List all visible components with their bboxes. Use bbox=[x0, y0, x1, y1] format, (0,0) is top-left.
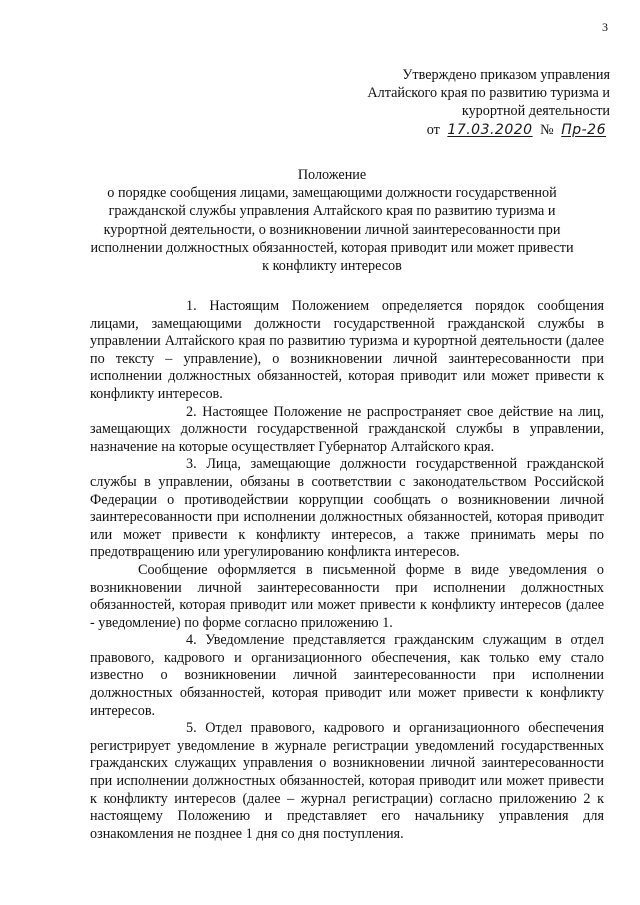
paragraph-number: 1. bbox=[186, 298, 197, 314]
paragraph-number: 4. bbox=[186, 632, 197, 649]
paragraph-number: 3. bbox=[186, 456, 197, 473]
paragraph-text: Настоящее Положение не распространяет свое действие на лиц, замещающих должности государственной гражданской службы в управлении, назначение на которые осуществляет Губернатор Алтайского края. bbox=[90, 403, 605, 455]
approval-line-2: Алтайского края по развитию туризма и bbox=[367, 85, 610, 101]
page-number: 3 bbox=[602, 20, 608, 34]
approval-line-1: Утверждено приказом управления bbox=[402, 67, 610, 83]
paragraph bbox=[90, 404, 604, 457]
handwritten-order-number: Пр-26 bbox=[561, 122, 606, 138]
paragraph-text: Лица, замещающие должности государственной гражданской службы в управлении, обязаны в соответствии с законодательством Российской Федерации о противодействии коррупции сообщать о возникновении личной заинтересованности при исполнении должностных обязанностей, которая приводит или может привести к конфликту интересов, а также принимать меры по предотвращению или урегулированию конфликта интересов. bbox=[90, 456, 604, 561]
paragraph-number: 5. bbox=[186, 720, 197, 737]
paragraph bbox=[90, 720, 604, 843]
paragraph bbox=[90, 456, 604, 562]
approval-stamp bbox=[310, 66, 610, 139]
paragraph-text: Настоящим Положением определяется порядок сообщения лицами, замещающими должности государственной гражданской службы в управлении Алтайского края по развитию туризма и курортной деятельности (далее по тексту – управление), о возникновении личной заинтересованности при исполнении должностных обязанностей, которая приводит или может привести к конфликту интересов. bbox=[90, 298, 604, 402]
handwritten-date: 17.03.2020 bbox=[447, 122, 533, 138]
approval-line-3: курортной деятельности bbox=[461, 103, 610, 119]
title-subtitle: о порядке сообщения лицами, замещающими должности государственной гражданской службы управления Алтайского края по развитию туризма и курортной деятельности, о возникновении личной заинтересованности при исполнении должностных обязанностей, которая приводит или может привести к конфликту интересов bbox=[90, 185, 574, 275]
paragraph-text: Сообщение оформляется в письменной форме в виде уведомления о возникновении личной заинтересованности при исполнении должностных обязанностей, которая приводит или может привести к конфликту интересов (далее - уведомление) по форме согласно приложению 1. bbox=[90, 561, 604, 631]
paragraph bbox=[90, 298, 604, 404]
paragraph bbox=[90, 562, 604, 632]
paragraph-number: 2. bbox=[186, 403, 197, 420]
title-heading: Положение bbox=[297, 167, 367, 183]
approval-date-line bbox=[310, 121, 610, 139]
document-body bbox=[90, 298, 604, 843]
paragraph bbox=[90, 632, 604, 720]
paragraph-text: Отдел правового, кадрового и организационного обеспечения регистрирует уведомление в журнале регистрации уведомлений государственных гражданских служащих управления о возникновении личной заинтересованности при исполнении должностных обязанностей, которая приводит или может привести к конфликту интересов (далее – журнал регистрации) согласно приложению 2 к настоящему Положению и представляет его начальнику управления для ознакомления не позднее 1 дня со дня поступления. bbox=[90, 720, 604, 842]
date-prefix: от bbox=[426, 122, 440, 138]
paragraph-text: Уведомление представляется гражданским служащим в отдел правового, кадрового и организационного обеспечения, как только ему стало известно о возникновении личной заинтересованности при исполнении должностных обязанностей, которая приводит или может привести к конфликту интересов. bbox=[90, 632, 604, 719]
document-title bbox=[90, 166, 574, 275]
number-sign: № bbox=[540, 122, 554, 138]
